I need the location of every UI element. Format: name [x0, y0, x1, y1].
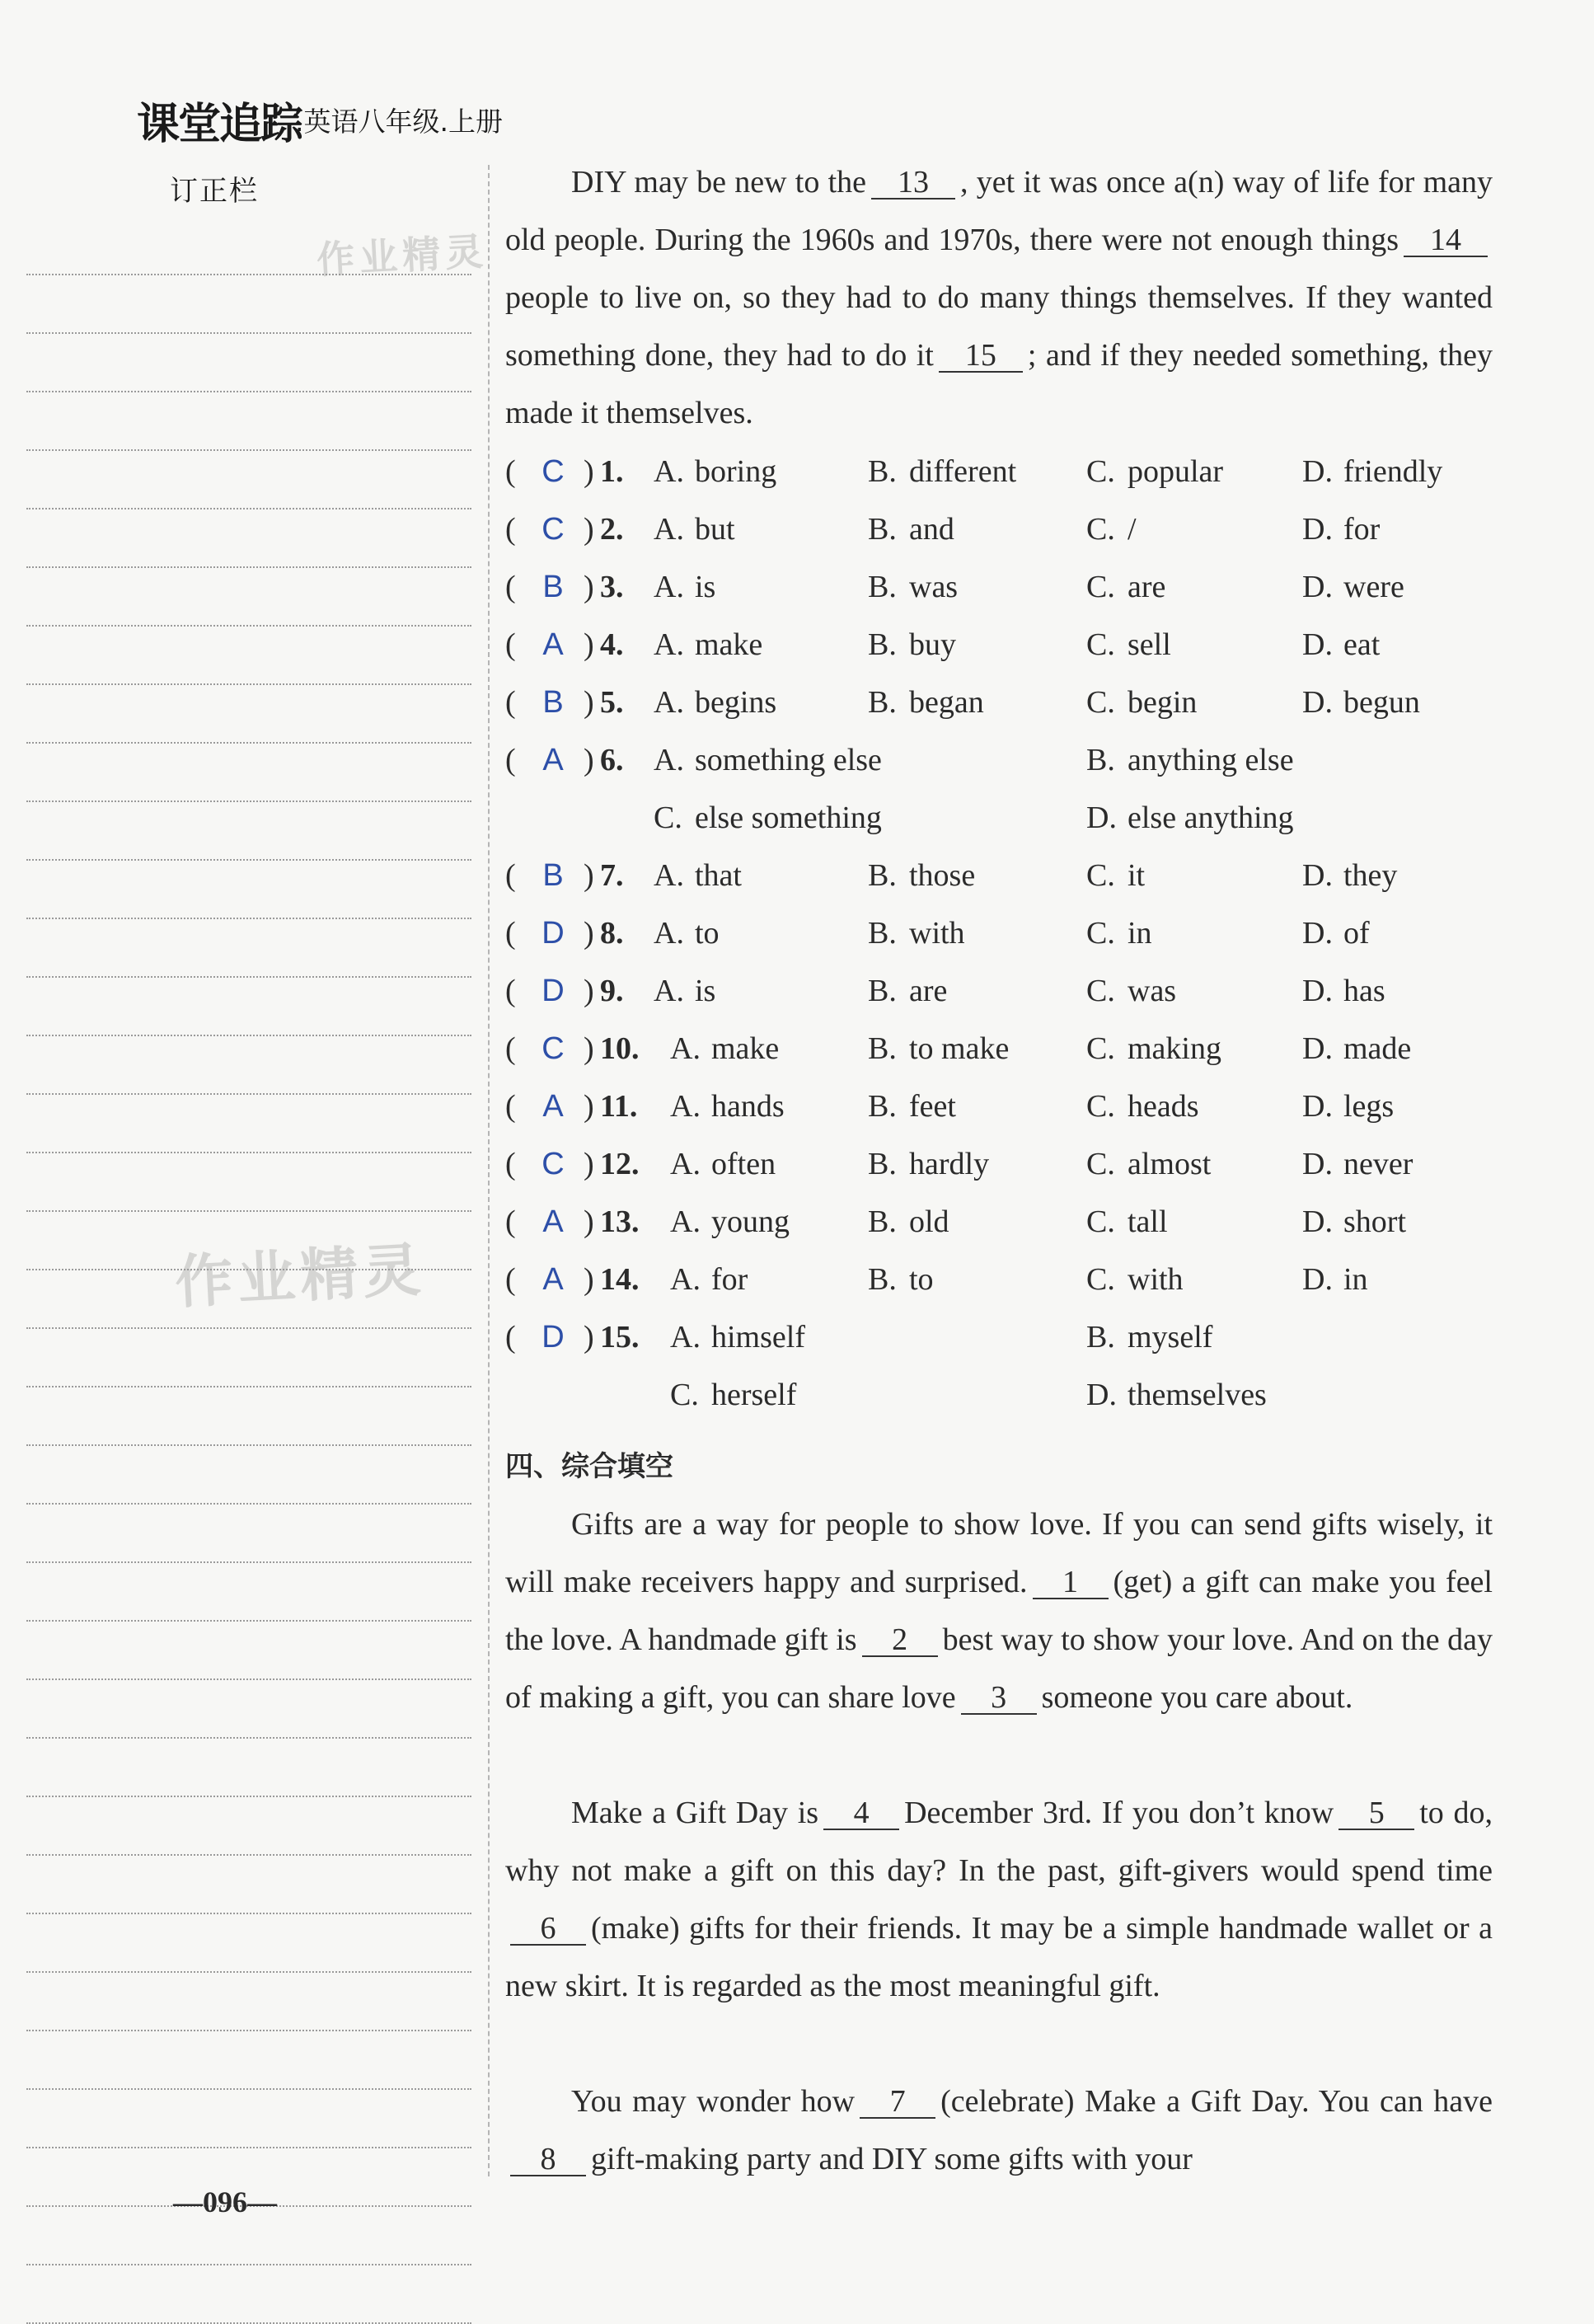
question-row [505, 1308, 1494, 1366]
option-a: young [711, 1204, 790, 1239]
option-d: for [1343, 512, 1381, 547]
question-number: 14. [600, 1262, 640, 1297]
question-row [505, 443, 1494, 500]
blank-6: 6 [510, 1913, 586, 1946]
passage-paragraph-3 [505, 2073, 1493, 2188]
bracket-open: ( [505, 1089, 516, 1124]
passage-text: gift-making party and DIY some gifts with your [591, 2142, 1193, 2176]
bracket-open: ( [505, 627, 516, 662]
correction-line [26, 683, 471, 685]
question-number: 10. [600, 1031, 640, 1066]
option-b: those [909, 858, 976, 893]
option-c: sell [1128, 627, 1171, 662]
option-c: almost [1128, 1147, 1212, 1181]
correction-line [26, 449, 471, 451]
answer-choice: D [541, 1320, 565, 1354]
option-letter: B. [868, 454, 897, 489]
option-letter: B. [868, 627, 897, 662]
option-letter: C. [1086, 858, 1115, 893]
bracket-close: ) [584, 1089, 594, 1124]
option-b: anything else [1128, 743, 1294, 777]
option-c: heads [1128, 1089, 1199, 1124]
option-letter: B. [868, 512, 897, 547]
question-number: 8. [600, 916, 624, 951]
option-letter: C. [1086, 1204, 1115, 1239]
question-row [505, 1135, 1494, 1193]
option-b: different [909, 454, 1017, 489]
option-letter: A. [654, 916, 684, 951]
passage-text: You may wonder how [571, 2084, 856, 2119]
question-row [505, 500, 1494, 558]
option-letter: C. [1086, 1031, 1115, 1066]
question-number: 4. [600, 627, 624, 662]
option-a: but [695, 512, 735, 547]
option-b: began [909, 685, 984, 720]
option-a: something else [695, 743, 882, 777]
option-letter: B. [868, 1031, 897, 1066]
passage-paragraph-2 [505, 1784, 1493, 2015]
option-letter: A. [654, 974, 684, 1008]
brand-title: 课堂追踪 [137, 100, 302, 149]
answer-choice: A [542, 1204, 564, 1239]
passage-text: people to live on, so they had to do many things themselves. If they wanted something done, they had to do it [505, 280, 1493, 373]
answer-choice: C [541, 512, 565, 547]
option-b: are [909, 974, 948, 1008]
answer-choice: B [542, 570, 564, 604]
option-letter: D. [1302, 1031, 1333, 1066]
correction-line [26, 2030, 471, 2031]
option-b: hardly [909, 1147, 990, 1181]
option-letter: D. [1086, 800, 1117, 835]
bracket-close: ) [584, 916, 594, 951]
option-letter: B. [868, 685, 897, 720]
option-c: was [1128, 974, 1177, 1008]
passage-intro [505, 153, 1493, 442]
option-letter: D. [1302, 627, 1333, 662]
option-letter: A. [670, 1089, 701, 1124]
answer-choice: D [541, 974, 565, 1008]
correction-line [26, 1503, 471, 1505]
option-letter: C. [1086, 454, 1115, 489]
passage-text: December 3rd. If you don’t know [904, 1796, 1334, 1830]
option-c: in [1128, 916, 1152, 951]
option-letter: D. [1302, 1204, 1333, 1239]
bracket-close: ) [584, 685, 594, 720]
blank-7: 7 [860, 2086, 935, 2119]
option-letter: C. [1086, 512, 1115, 547]
option-letter: C. [654, 800, 682, 835]
correction-line [26, 2264, 471, 2265]
correction-line [26, 391, 471, 392]
option-letter: A. [654, 570, 684, 604]
question-number: 5. [600, 685, 624, 720]
passage-paragraph-1 [505, 1495, 1493, 1726]
question-number: 6. [600, 743, 624, 777]
question-row [505, 962, 1494, 1020]
option-c: begin [1128, 685, 1198, 720]
option-letter: B. [868, 1089, 897, 1124]
option-letter: D. [1302, 570, 1333, 604]
correction-line [26, 2088, 471, 2090]
passage-text: ; and if they needed something, they made it themselves. [505, 338, 1493, 430]
option-letter: A. [654, 627, 684, 662]
bracket-open: ( [505, 916, 516, 951]
blank-14: 14 [1404, 224, 1488, 257]
option-d: begun [1343, 685, 1420, 720]
passage-text: DIY may be new to the [571, 165, 867, 200]
question-number: 15. [600, 1320, 640, 1354]
correction-line [26, 800, 471, 802]
correction-line [26, 1386, 471, 1387]
correction-line [26, 508, 471, 509]
question-number: 9. [600, 974, 624, 1008]
option-d: has [1343, 974, 1385, 1008]
passage-text: best way to show your love. And on the day of making a gift, you can share love [505, 1622, 1493, 1715]
correction-line [26, 625, 471, 627]
question-row [505, 904, 1494, 962]
answer-choice: C [541, 1147, 565, 1181]
option-letter: C. [1086, 1147, 1115, 1181]
bracket-close: ) [584, 570, 594, 604]
bracket-open: ( [505, 1262, 516, 1297]
option-letter: C. [1086, 570, 1115, 604]
option-a: begins [695, 685, 777, 720]
bracket-close: ) [584, 1031, 594, 1066]
question-row [505, 558, 1494, 616]
option-b: to make [909, 1031, 1010, 1066]
watermark-middle: 作业精灵 [173, 1236, 428, 1317]
option-letter: D. [1302, 512, 1333, 547]
blank-4: 4 [823, 1797, 899, 1830]
answer-choice: A [542, 1262, 564, 1297]
question-number: 7. [600, 858, 624, 893]
bracket-close: ) [584, 974, 594, 1008]
question-number: 3. [600, 570, 624, 604]
option-a: to [695, 916, 720, 951]
option-letter: D. [1302, 1262, 1333, 1297]
question-row-continued [505, 1366, 1494, 1424]
option-letter: A. [670, 1204, 701, 1239]
option-c: making [1128, 1031, 1221, 1066]
option-b: buy [909, 627, 956, 662]
bracket-close: ) [584, 627, 594, 662]
option-letter: B. [868, 916, 897, 951]
correction-line [26, 1444, 471, 1446]
blank-13: 13 [871, 167, 955, 200]
option-d: friendly [1343, 454, 1443, 489]
option-letter: B. [868, 1262, 897, 1297]
option-b: feet [909, 1089, 956, 1124]
question-number: 1. [600, 454, 624, 489]
option-letter: A. [654, 743, 684, 777]
option-letter: A. [654, 858, 684, 893]
option-c: it [1128, 858, 1146, 893]
question-row [505, 674, 1494, 731]
bracket-open: ( [505, 1320, 516, 1354]
passage-text: to do, why not make a gift on this day? In the past, gift-givers would spend time [505, 1796, 1493, 1888]
blank-2: 2 [862, 1624, 938, 1657]
answer-choice: C [541, 454, 565, 489]
answer-choice: A [542, 743, 564, 777]
bracket-close: ) [584, 1262, 594, 1297]
correction-line [26, 2147, 471, 2148]
option-letter: D. [1302, 974, 1333, 1008]
option-letter: A. [670, 1262, 701, 1297]
question-row [505, 1251, 1494, 1308]
option-b: and [909, 512, 954, 547]
passage-text: , yet it was once a(n) way of life for many old people. During the 1960s and 1970s, there were not enough things [505, 165, 1493, 257]
section-title: 四、综合填空 [505, 1450, 673, 1483]
option-d: made [1343, 1031, 1412, 1066]
option-c: / [1128, 512, 1137, 547]
correction-line [26, 1327, 471, 1329]
option-letter: C. [1086, 685, 1115, 720]
option-letter: B. [868, 570, 897, 604]
option-letter: D. [1302, 685, 1333, 720]
bracket-open: ( [505, 743, 516, 777]
option-c: herself [711, 1378, 797, 1412]
question-number: 11. [600, 1089, 638, 1124]
option-a: make [695, 627, 763, 662]
passage-text: Make a Gift Day is [571, 1796, 819, 1830]
option-letter: D. [1302, 858, 1333, 893]
option-c: tall [1128, 1204, 1168, 1239]
option-letter: D. [1086, 1378, 1117, 1412]
question-row [505, 847, 1494, 904]
answer-choice: B [542, 858, 564, 893]
question-row [505, 731, 1494, 789]
question-number: 13. [600, 1204, 640, 1239]
option-a: is [695, 974, 716, 1008]
correction-line [26, 1678, 471, 1680]
question-number: 2. [600, 512, 624, 547]
option-letter: D. [1302, 1089, 1333, 1124]
passage-text: (get) a gift can make you feel the love. A handmade gift is [505, 1565, 1493, 1657]
correction-line [26, 859, 471, 861]
option-letter: B. [1086, 1320, 1115, 1354]
bracket-close: ) [584, 1147, 594, 1181]
option-c: with [1128, 1262, 1184, 1297]
bracket-close: ) [584, 512, 594, 547]
question-number: 12. [600, 1147, 640, 1181]
option-a: that [695, 858, 742, 893]
option-letter: B. [868, 858, 897, 893]
answer-choice: B [542, 685, 564, 720]
option-a: for [711, 1262, 748, 1297]
option-letter: A. [670, 1031, 701, 1066]
correction-line [26, 1737, 471, 1739]
bracket-open: ( [505, 858, 516, 893]
option-b: old [909, 1204, 949, 1239]
bracket-open: ( [505, 1147, 516, 1181]
option-letter: A. [654, 454, 684, 489]
option-d: were [1343, 570, 1404, 604]
question-row-continued [505, 789, 1494, 847]
bracket-open: ( [505, 1031, 516, 1066]
option-letter: C. [1086, 916, 1115, 951]
question-row [505, 616, 1494, 674]
correction-line [26, 332, 471, 334]
option-letter: B. [868, 1204, 897, 1239]
option-a: often [711, 1147, 776, 1181]
option-letter: C. [1086, 974, 1115, 1008]
column-divider [488, 165, 490, 2176]
blank-3: 3 [961, 1682, 1037, 1715]
option-d: never [1343, 1147, 1414, 1181]
option-c: else something [695, 800, 882, 835]
answer-choice: C [541, 1031, 565, 1066]
question-row [505, 1020, 1494, 1077]
option-a: is [695, 570, 716, 604]
option-b: was [909, 570, 959, 604]
bracket-close: ) [584, 1320, 594, 1354]
bracket-open: ( [505, 1204, 516, 1239]
correction-line [26, 1854, 471, 1856]
blank-8: 8 [510, 2143, 586, 2176]
answer-choice: A [542, 1089, 564, 1124]
correction-line [26, 1561, 471, 1563]
correction-line [26, 976, 471, 978]
option-letter: A. [670, 1320, 701, 1354]
passage-text: Gifts are a way for people to show love. If you can send gifts wisely, it will make receivers happy and surprised. [505, 1507, 1493, 1599]
option-b: to [909, 1262, 934, 1297]
option-b: with [909, 916, 965, 951]
passage-text: (celebrate) Make a Gift Day. You can have [940, 2084, 1493, 2119]
option-c: popular [1128, 454, 1224, 489]
option-letter: C. [670, 1378, 699, 1412]
watermark-top: 作业精灵 [315, 228, 490, 283]
option-b: myself [1128, 1320, 1213, 1354]
correction-line [26, 566, 471, 568]
question-row [505, 1077, 1494, 1135]
correction-line [26, 1913, 471, 1914]
correction-line [26, 742, 471, 744]
book-subtitle: .英语八年级.上册 [295, 106, 503, 138]
option-d: eat [1343, 627, 1381, 662]
option-a: hands [711, 1089, 785, 1124]
option-a: himself [711, 1320, 805, 1354]
correction-column-label: 订正栏 [170, 175, 259, 208]
option-letter: C. [1086, 627, 1115, 662]
option-a: boring [695, 454, 777, 489]
blank-1: 1 [1033, 1566, 1109, 1599]
option-d: themselves [1128, 1378, 1267, 1412]
answer-choice: D [541, 916, 565, 951]
correction-line [26, 1093, 471, 1095]
option-d: legs [1343, 1089, 1395, 1124]
option-letter: A. [670, 1147, 701, 1181]
option-letter: D. [1302, 1147, 1333, 1181]
option-letter: D. [1302, 916, 1333, 951]
correction-line [26, 918, 471, 919]
option-c: are [1128, 570, 1166, 604]
option-d: else anything [1128, 800, 1294, 835]
bracket-open: ( [505, 685, 516, 720]
bracket-close: ) [584, 454, 594, 489]
option-a: make [711, 1031, 780, 1066]
option-d: of [1343, 916, 1370, 951]
option-letter: C. [1086, 1262, 1115, 1297]
passage-text: (make) gifts for their friends. It may be a simple handmade wallet or a new skirt. It is regarded as the most meaningful gift. [505, 1911, 1493, 2003]
bracket-open: ( [505, 570, 516, 604]
passage-text: someone you care about. [1041, 1680, 1353, 1715]
bracket-open: ( [505, 454, 516, 489]
option-letter: A. [654, 512, 684, 547]
bracket-open: ( [505, 974, 516, 1008]
option-letter: B. [868, 974, 897, 1008]
blank-5: 5 [1338, 1797, 1414, 1830]
blank-15: 15 [939, 340, 1023, 373]
answer-choice: A [542, 627, 564, 662]
correction-line [26, 1035, 471, 1036]
correction-line [26, 1971, 471, 1973]
correction-line [26, 1796, 471, 1797]
correction-line [26, 1152, 471, 1153]
question-row [505, 1193, 1494, 1251]
option-letter: C. [1086, 1089, 1115, 1124]
bracket-close: ) [584, 1204, 594, 1239]
option-d: in [1343, 1262, 1368, 1297]
option-letter: B. [1086, 743, 1115, 777]
bracket-close: ) [584, 743, 594, 777]
page-number: —096— [173, 2185, 277, 2218]
option-d: short [1343, 1204, 1406, 1239]
bracket-open: ( [505, 512, 516, 547]
option-d: they [1343, 858, 1398, 893]
correction-line [26, 1620, 471, 1622]
option-letter: B. [868, 1147, 897, 1181]
option-letter: A. [654, 685, 684, 720]
option-letter: D. [1302, 454, 1333, 489]
correction-line [26, 1210, 471, 1212]
bracket-close: ) [584, 858, 594, 893]
